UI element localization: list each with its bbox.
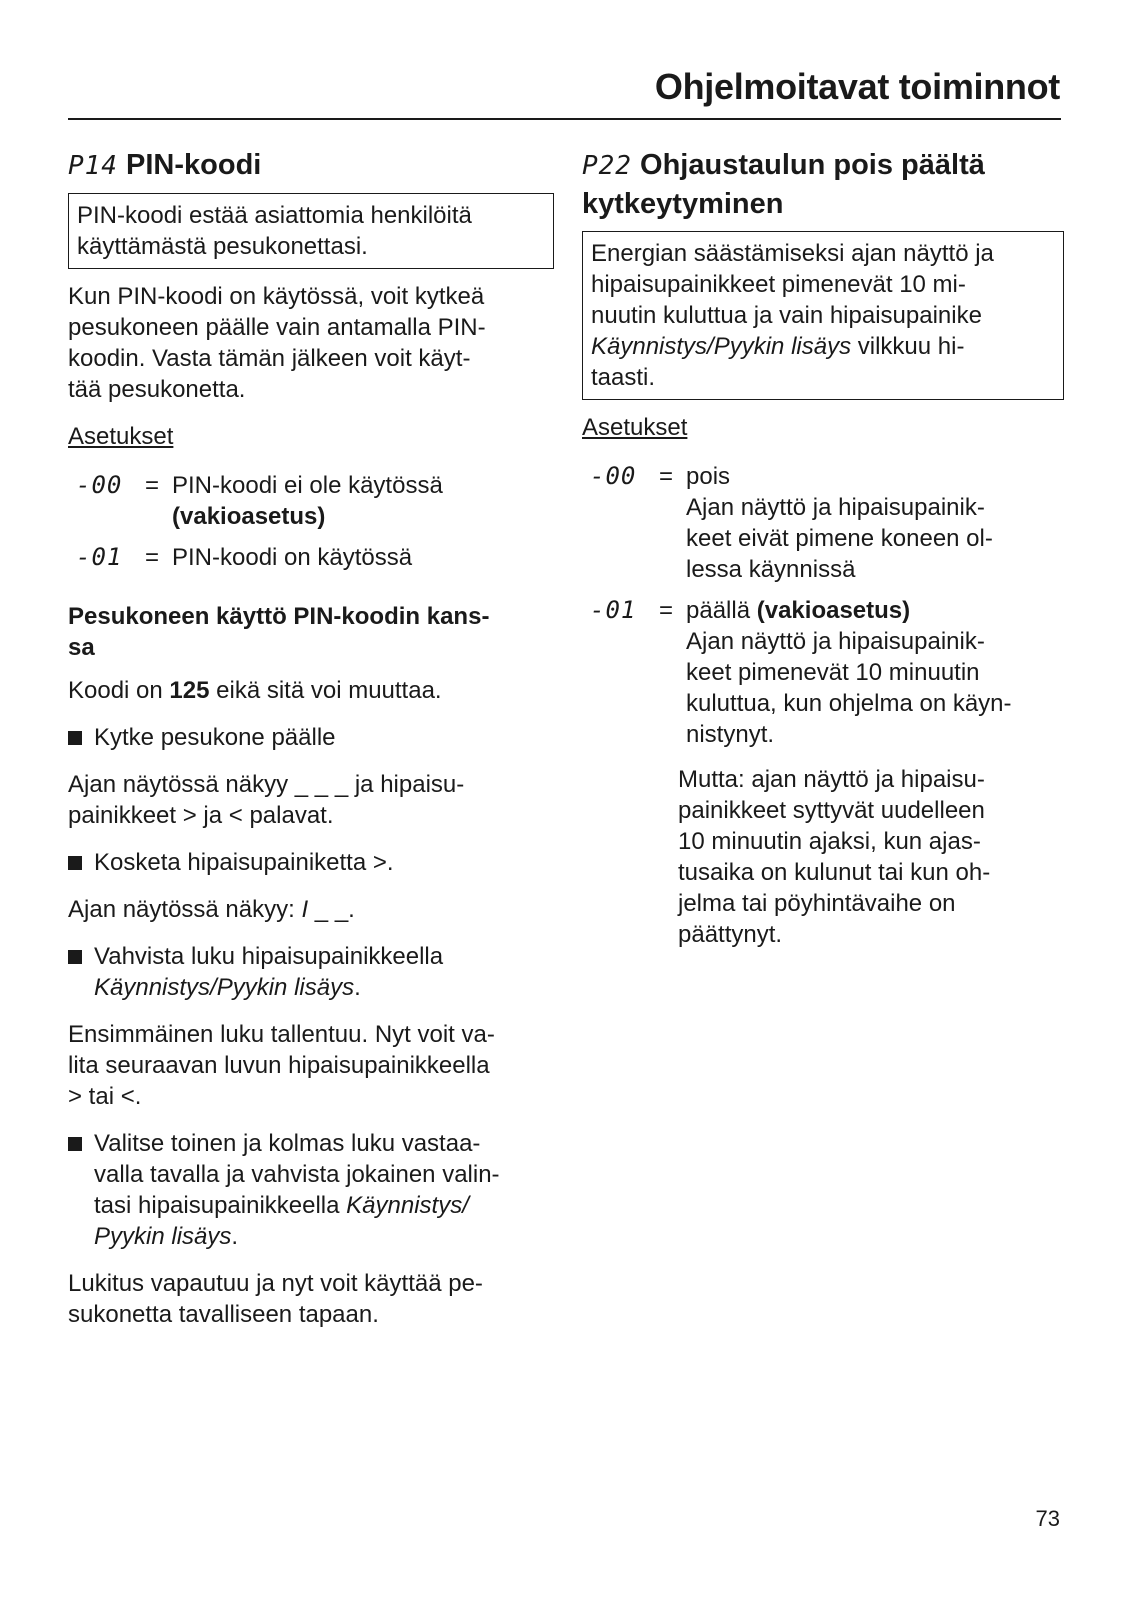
settings-label: Asetukset <box>68 423 174 450</box>
text-span: eikä sitä voi muuttaa. <box>209 677 442 704</box>
setting-text: lessa käynnissä <box>686 556 856 583</box>
text-line: päättynyt. <box>678 921 783 948</box>
display-code: P22 <box>582 151 632 181</box>
setting-code: -00 <box>76 471 123 499</box>
setting-row <box>68 470 554 532</box>
info-box <box>68 193 554 269</box>
text-line: tusaika on kulunut tai kun oh- <box>678 859 991 886</box>
info-line: PIN-koodi estää asiattomia henkilöitä <box>77 202 472 229</box>
display-paragraph <box>68 894 554 925</box>
step-item <box>68 941 554 1003</box>
section-title-text: PIN-koodi <box>126 149 262 181</box>
text-line: Ensimmäinen luku tallentuu. Nyt voit va- <box>68 1021 495 1048</box>
setting-equals: = <box>658 463 673 490</box>
header-rule <box>68 118 1061 120</box>
section-title-pin <box>68 146 554 185</box>
setting-description <box>172 470 554 532</box>
info-line: taasti. <box>591 364 656 391</box>
button-name: Pyykin lisäys <box>94 1223 232 1250</box>
setting-row <box>68 542 554 573</box>
text-line: Ajan näytössä näkyy _ _ _ ja hipaisu- <box>68 771 465 798</box>
pin-code-value: 125 <box>169 677 210 704</box>
setting-text: nistynyt. <box>686 721 775 748</box>
text-line: Mutta: ajan näyttö ja hipaisu- <box>678 766 985 793</box>
setting-text: PIN-koodi ei ole käytössä <box>172 472 443 499</box>
text-line: koodin. Vasta tämän jälkeen voit käyt- <box>68 345 471 372</box>
section-title-panel-off <box>582 146 1064 223</box>
right-column <box>582 146 1064 966</box>
step-text <box>94 941 554 1003</box>
info-line: käyttämästä pesukonettasi. <box>77 233 368 260</box>
final-paragraph <box>68 1268 554 1330</box>
button-name: Käynnistys/Pyykin lisäys <box>94 974 355 1001</box>
instruction-paragraph <box>68 1019 554 1112</box>
display-code: P14 <box>68 151 118 181</box>
text-line: valla tavalla ja vahvista jokainen valin- <box>94 1161 500 1188</box>
text-span: Ajan näytössä näkyy: <box>68 896 302 923</box>
text-span: vilkkuu hi- <box>851 333 965 360</box>
text-line: tää pesukonetta. <box>68 376 246 403</box>
display-paragraph <box>68 769 554 831</box>
setting-text: keet pimenevät 10 minuutin <box>686 659 980 686</box>
text-line: Kun PIN-koodi on käytössä, voit kytkeä <box>68 283 485 310</box>
text-span: . <box>354 974 361 1001</box>
setting-equals: = <box>144 472 159 499</box>
setting-code: -00 <box>590 462 637 490</box>
bullet-square-icon <box>68 941 94 1003</box>
text-line: 10 minuutin ajaksi, kun ajas- <box>678 828 981 855</box>
text-line: lita seuraavan luvun hipaisupainikkeella <box>68 1052 490 1079</box>
step-item <box>68 1128 554 1252</box>
setting-description <box>686 595 1064 750</box>
info-line: Energian säästämiseksi ajan näyttö ja <box>591 240 994 267</box>
settings-label: Asetukset <box>582 414 688 441</box>
info-line: nuutin kuluttua ja vain hipaisupainike <box>591 302 982 329</box>
button-name: Käynnistys/Pyykin lisäys <box>591 333 852 360</box>
bullet-square-icon <box>68 722 94 753</box>
code-paragraph <box>68 675 554 706</box>
page-header-title: Ohjelmoitavat toiminnot <box>654 66 1060 107</box>
text-span: . <box>231 1223 239 1250</box>
setting-equals: = <box>658 597 673 624</box>
bullet-square-icon <box>68 1128 94 1252</box>
display-digit: I <box>301 896 309 923</box>
text-line: pesukoneen päälle vain antamalla PIN- <box>68 314 486 341</box>
section-title-text: kytkeytyminen <box>582 188 784 220</box>
subheading <box>68 601 554 663</box>
subheading-line: sa <box>68 634 95 661</box>
bullet-square-icon <box>68 847 94 878</box>
setting-code: -01 <box>590 596 637 624</box>
setting-default-label: (vakioasetus) <box>756 597 911 624</box>
subheading-line: Pesukoneen käyttö PIN-koodin kans- <box>68 603 490 630</box>
setting-description <box>172 542 554 573</box>
setting-text: keet eivät pimene koneen ol- <box>686 525 993 552</box>
intro-paragraph <box>68 281 554 405</box>
setting-text: pois <box>686 463 731 490</box>
setting-row <box>582 461 1064 585</box>
setting-code: -01 <box>76 543 123 571</box>
text-line: sukonetta tavalliseen tapaan. <box>68 1301 379 1328</box>
text-line: Valitse toinen ja kolmas luku vastaa- <box>94 1130 481 1157</box>
setting-description <box>686 461 1064 585</box>
text-line: jelma tai pöyhintävaihe on <box>678 890 956 917</box>
button-name: Käynnistys/ <box>346 1192 469 1219</box>
step-item <box>68 847 554 878</box>
step-text <box>94 1128 554 1252</box>
text-line: Vahvista luku hipaisupainikkeella <box>94 943 444 970</box>
note-paragraph <box>678 764 1064 950</box>
setting-equals: = <box>144 544 159 571</box>
text-line: Lukitus vapautuu ja nyt voit käyttää pe- <box>68 1270 483 1297</box>
text-span: _ _. <box>308 896 355 923</box>
left-column <box>68 146 554 1346</box>
info-line: hipaisupainikkeet pimenevät 10 mi- <box>591 271 966 298</box>
setting-text: kuluttua, kun ohjelma on käyn- <box>686 690 1012 717</box>
setting-text: Ajan näyttö ja hipaisupainik- <box>686 494 985 521</box>
setting-text: PIN-koodi on käytössä <box>172 544 413 571</box>
setting-text: päällä <box>686 597 757 624</box>
step-text: Kosketa hipaisupainiketta >. <box>94 849 394 876</box>
step-text: Kytke pesukone päälle <box>94 724 336 751</box>
text-span: tasi hipaisupainikkeella <box>94 1192 347 1219</box>
setting-row <box>582 595 1064 750</box>
text-line: painikkeet > ja < palavat. <box>68 802 334 829</box>
text-line: painikkeet syttyvät uudelleen <box>678 797 985 824</box>
setting-default-label: (vakioasetus) <box>172 503 326 530</box>
step-item <box>68 722 554 753</box>
info-box <box>582 231 1064 400</box>
page-number: 73 <box>1035 1506 1060 1531</box>
section-title-text: Ohjaustaulun pois päältä <box>640 149 985 181</box>
text-line: > tai <. <box>68 1083 142 1110</box>
setting-text: Ajan näyttö ja hipaisupainik- <box>686 628 985 655</box>
text-span: Koodi on <box>68 677 170 704</box>
